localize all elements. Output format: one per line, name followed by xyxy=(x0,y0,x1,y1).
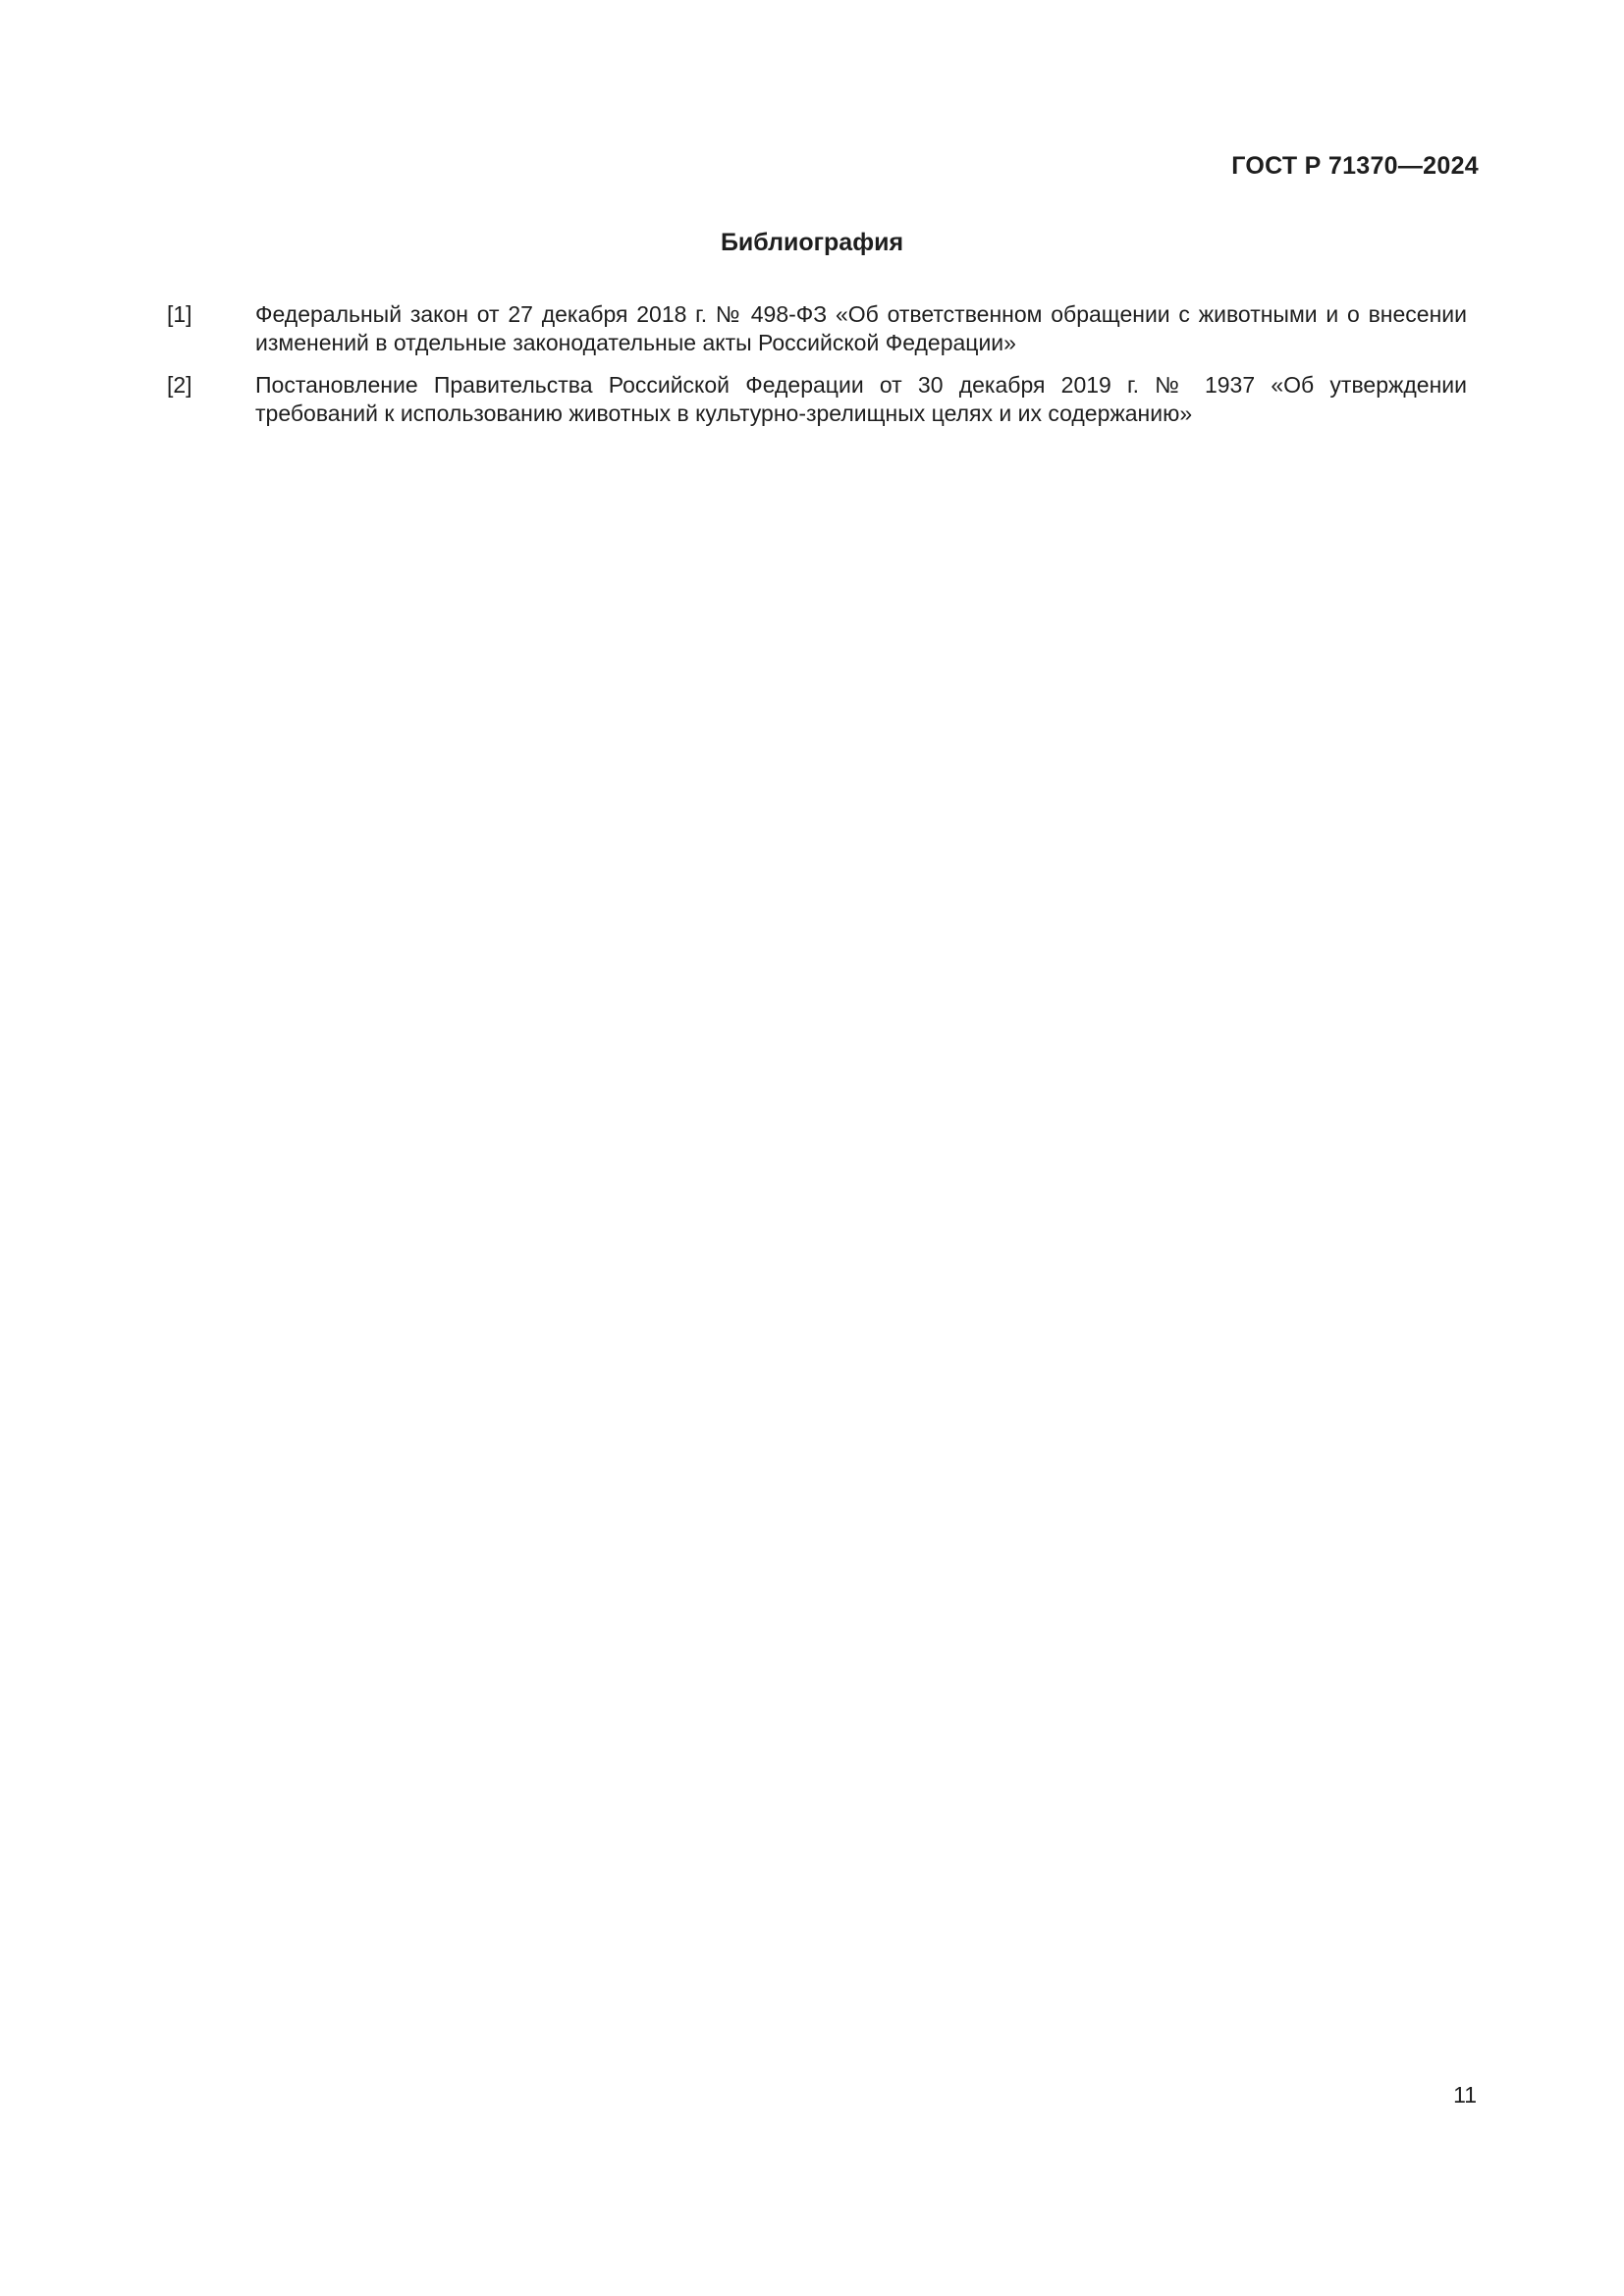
entry-text: Постановление Правительства Российской Федерации от 30 декабря 2019 г. № 1937 «Об утверждении требований к использованию животных в культурно-зрелищных целях и их содержанию» xyxy=(255,372,1467,426)
bibliography-list xyxy=(167,300,1467,442)
document-designation: ГОСТ Р 71370—2024 xyxy=(1231,152,1479,180)
entry-number: [2] xyxy=(167,372,192,398)
bibliography-entry xyxy=(167,300,1467,357)
section-title: Библиография xyxy=(720,229,904,256)
entry-text: Федеральный закон от 27 декабря 2018 г. № 498-ФЗ «Об ответственном обращении с животными и о внесении изменений в отдельные законодательные акты Российской Федерации» xyxy=(255,301,1467,355)
bibliography-entry xyxy=(167,371,1467,428)
page-number: 11 xyxy=(1453,2082,1477,2108)
entry-number: [1] xyxy=(167,301,192,327)
